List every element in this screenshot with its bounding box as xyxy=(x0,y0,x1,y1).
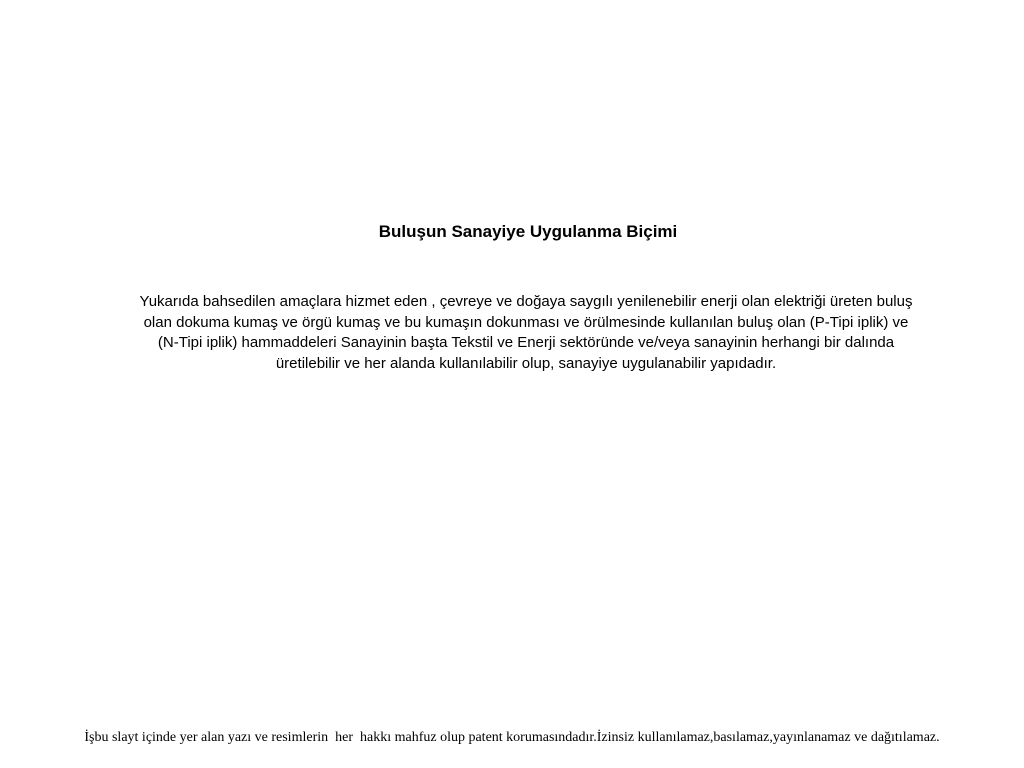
slide-body-text: Yukarıda bahsedilen amaçlara hizmet eden , çevreye ve doğaya saygılı yenilenebilir enerji olan elektriği üreten buluş olan dokuma kumaş ve örgü kumaş ve bu kumaşın dokunması ve örülmesinde kullanılan buluş olan (P-Tipi iplik) ve (N-Tipi iplik) hammaddeleri Sanayinin başta Tekstil ve Enerji sektöründe ve/veya sanayinin herhangi bir dalında üretilebilir ve her alanda kullanılabilir olup, sanayiye uygulanabilir yapıdadır. xyxy=(139,293,913,372)
copyright-footer: İşbu slayt içinde yer alan yazı ve resimlerin her hakkı mahfuz olup patent korumasındadır.İzinsiz kullanılamaz,basılamaz,yayınlanamaz ve dağıtılamaz. xyxy=(84,730,940,745)
slide-title: Buluşun Sanayiye Uygulanma Biçimi xyxy=(378,222,678,241)
